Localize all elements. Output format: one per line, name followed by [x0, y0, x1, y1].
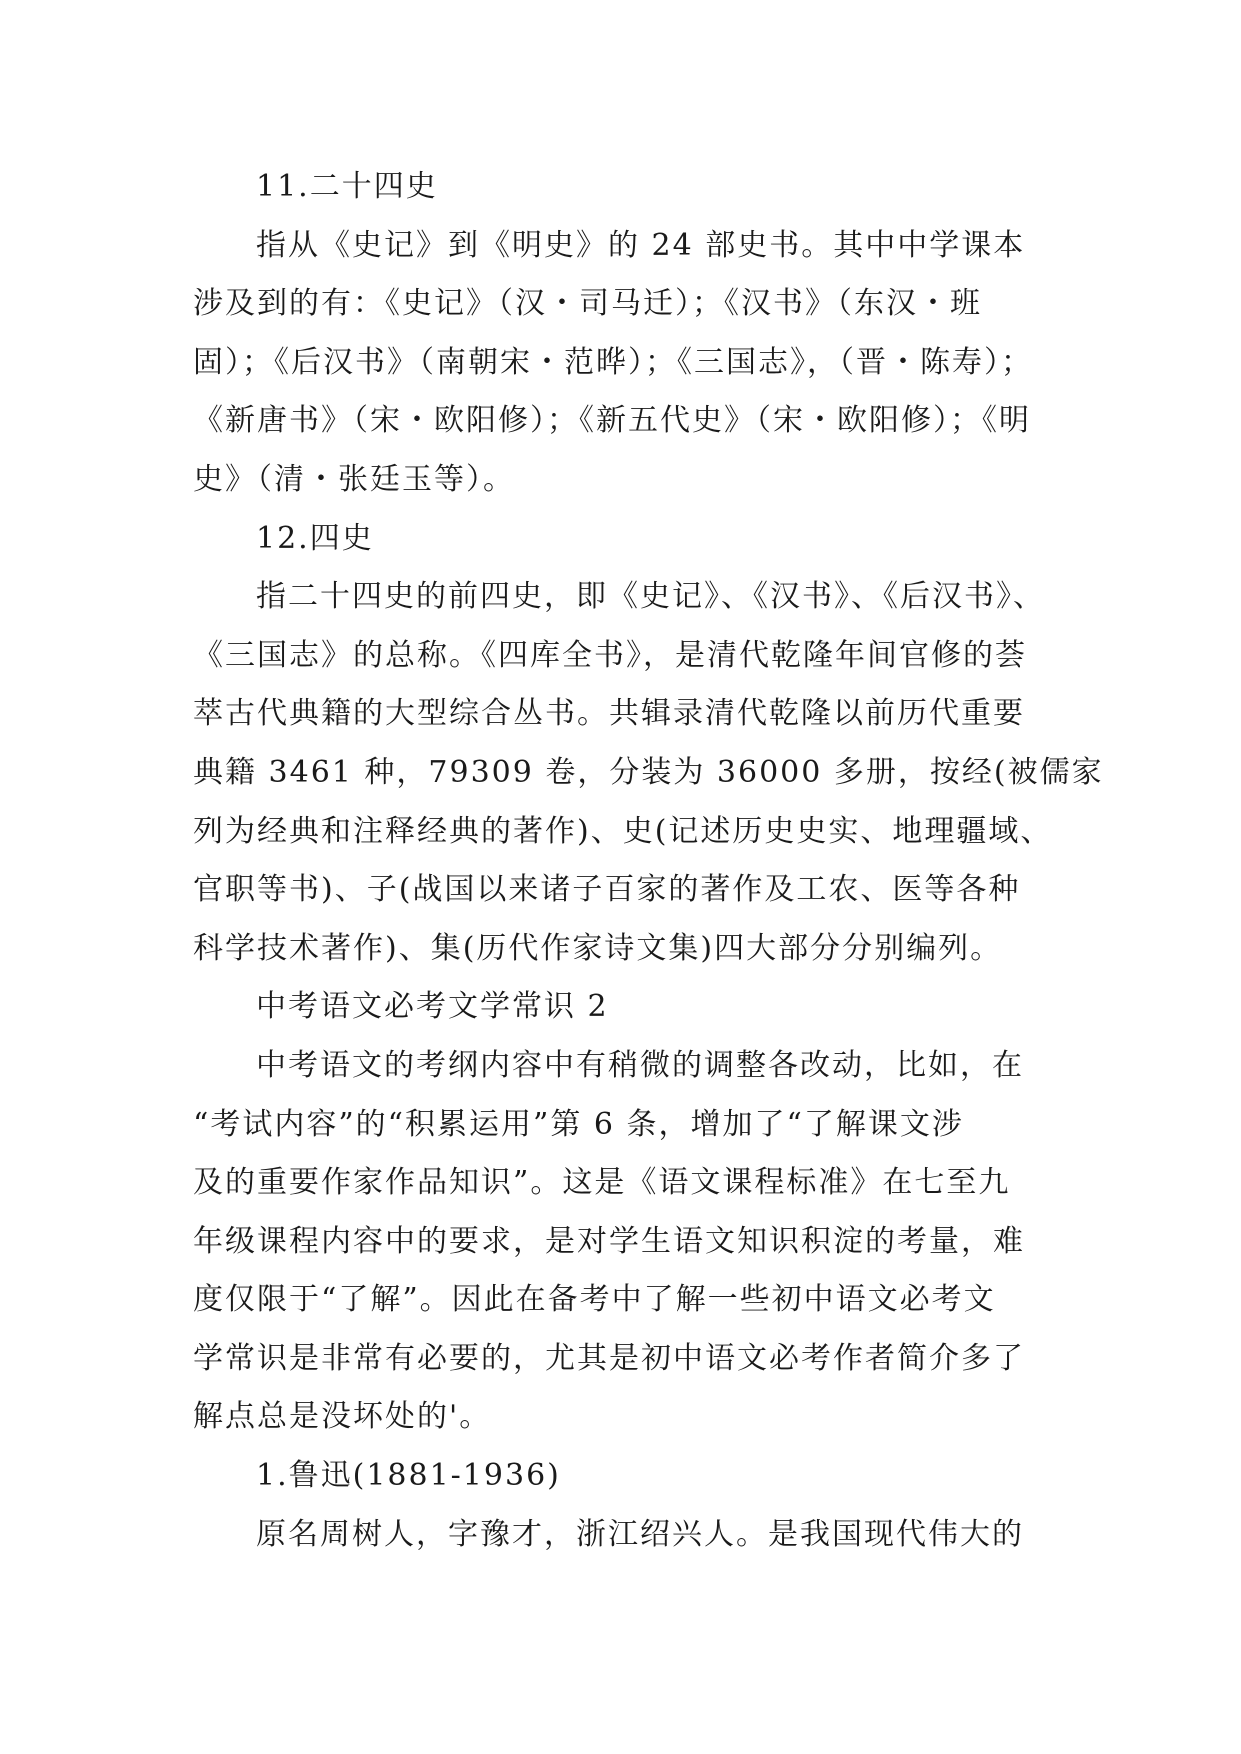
paragraph-line: 官职等书)、子(战国以来诸子百家的著作及工农、医等各种: [193, 872, 1021, 908]
section-heading-lu-xun: 1.鲁迅(1881-1936): [256, 1458, 561, 1494]
paragraph-line: 萃古代典籍的大型综合丛书。共辑录清代乾隆以前历代重要: [193, 696, 1025, 732]
paragraph-line: 涉及到的有：《史记》（汉・司马迁）；《汉书》（东汉・班: [193, 286, 982, 322]
section-title: 中考语文必考文学常识 2: [256, 989, 609, 1025]
paragraph-line: 史》（清・张廷玉等）。: [193, 461, 515, 497]
document-body: [193, 158, 1104, 1564]
paragraph-line: 《三国志》的总称。《四库全书》，是清代乾隆年间官修的荟: [193, 637, 1027, 673]
section-heading-four-histories: 12.四史: [256, 520, 374, 556]
paragraph-line: 度仅限于“了解”。因此在备考中了解一些初中语文必考文: [193, 1282, 996, 1318]
paragraph-line: 指二十四史的前四史，即《史记》、《汉书》、《后汉书》、: [256, 579, 1045, 615]
paragraph-line: 典籍 3461 种，79309 卷，分装为 36000 多册，按经(被儒家: [193, 754, 1104, 790]
paragraph-line: 中考语文的考纲内容中有稍微的调整各改动，比如，在: [256, 1047, 1024, 1083]
paragraph-line: 及的重要作家作品知识”。这是《语文课程标准》在七至九: [193, 1165, 1011, 1201]
paragraph-line: 原名周树人，字豫才，浙江绍兴人。是我国现代伟大的: [256, 1516, 1024, 1552]
paragraph-line: 科学技术著作)、集(历代作家诗文集)四大部分分别编列。: [193, 930, 1003, 966]
paragraph-line: 固）；《后汉书》（南朝宋・范晔）；《三国志》，（晋・陈寿）；: [193, 344, 1033, 380]
paragraph-line: 指从《史记》到《明史》的 24 部史书。其中中学课本: [256, 227, 1026, 263]
paragraph-line: 《新唐书》（宋・欧阳修）；《新五代史》（宋・欧阳修）；《明: [193, 403, 1031, 439]
paragraph-line: “考试内容”的“积累运用”第 6 条，增加了“了解课文涉: [193, 1106, 964, 1142]
paragraph-line: 年级课程内容中的要求，是对学生语文知识积淀的考量，难: [193, 1223, 1025, 1259]
paragraph-line: 列为经典和注释经典的著作)、史(记述历史史实、地理疆域、: [193, 813, 1053, 849]
section-heading-24-histories: 11.二十四史: [256, 169, 438, 204]
paragraph-line: 学常识是非常有必要的，尤其是初中语文必考作者简介多了: [193, 1340, 1025, 1376]
paragraph-line: 解点总是没坏处的'。: [193, 1399, 492, 1435]
